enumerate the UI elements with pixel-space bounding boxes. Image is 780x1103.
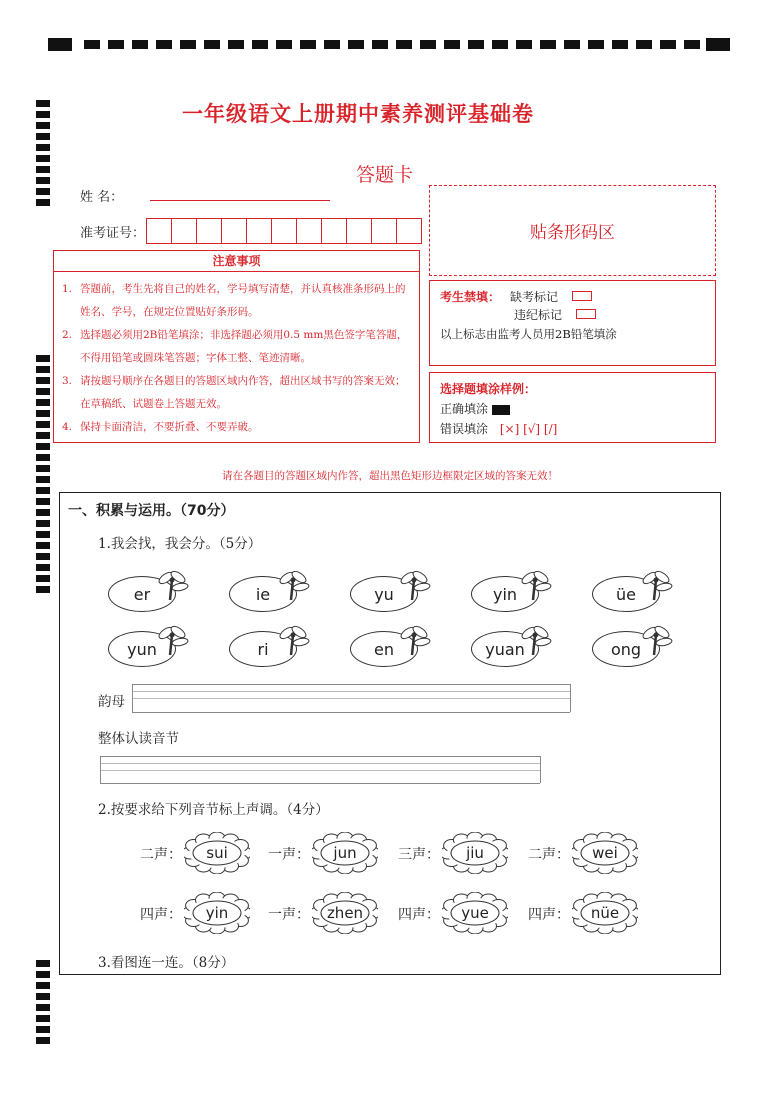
syllable-text: en [350,631,418,667]
name-input-line[interactable] [150,200,330,201]
registration-mark [36,155,50,162]
registration-mark [36,971,50,978]
syllable-bubble [471,631,539,667]
exam-id-boxes[interactable] [146,218,421,244]
exam-id-digit-box[interactable] [196,218,222,244]
registration-mark [36,144,50,151]
tone-label: 一声： [268,907,310,923]
note-item: 4. 保持卡面清洁，不要折叠、不要弄破。 [62,421,259,433]
exam-id-digit-box[interactable] [171,218,197,244]
syllable-text: ri [229,631,297,667]
syllable-flower[interactable] [312,892,378,934]
registration-mark [36,377,50,384]
registration-mark [36,960,50,967]
correct-label: 正确填涂 [440,402,489,416]
wrong-fill-examples: [×] [√] [/] [499,422,558,436]
syllable-flower[interactable] [442,892,508,934]
registration-mark [36,509,50,516]
exam-id-digit-box[interactable] [221,218,247,244]
notes-panel [53,250,420,443]
syllable-bubble [592,631,660,667]
registration-mark [36,520,50,527]
forbid-note: 以上标志由监考人员用2B铅笔填涂 [440,327,617,341]
syllable-flower[interactable] [442,832,508,874]
tone-label: 二声： [528,847,570,863]
exam-id-label: 准考证号： [80,226,146,241]
exam-id-digit-box[interactable] [271,218,297,244]
registration-mark [36,993,50,1000]
syllable-flower[interactable] [312,832,378,874]
registration-mark [36,1015,50,1022]
syllable-text: yu [350,576,418,612]
syllable-text: er [108,576,176,612]
syllable-text: wei [592,844,618,862]
absent-checkbox[interactable] [572,291,592,301]
syllable-flower[interactable] [184,832,250,874]
question-3-prompt: 3.看图连一连。（8分） [98,955,235,971]
syllable-text: jun [333,844,357,862]
violation-label: 违纪标记 [514,307,563,322]
registration-mark [36,432,50,439]
registration-mark [36,399,50,406]
proctor-marks-panel [429,280,716,366]
tone-label: 一声： [268,847,310,863]
note-item: 3. 请按题号顺序在各题目的答题区域内作答，超出区域书写的答案无效；在草稿纸、试题卷上答题无效。 [62,375,406,410]
syllable-flower[interactable] [572,892,638,934]
wrong-label: 错误填涂 [440,422,489,436]
category-final-label: 韵母 [98,694,125,710]
registration-mark [36,498,50,505]
syllable-text: yin [205,904,229,922]
tone-label: 四声： [140,907,182,923]
page-title: 一年级语文上册期中素养测评基础卷 [182,102,534,126]
syllable-text: jiu [466,844,484,862]
syllable-bubble [108,576,176,612]
exam-id-digit-box[interactable] [321,218,347,244]
syllable-bubble [229,631,297,667]
registration-mark [36,366,50,373]
tone-label: 四声： [528,907,570,923]
syllable-text: yue [461,904,489,922]
syllable-text: yin [471,576,539,612]
registration-mark [36,454,50,461]
tone-label: 二声： [140,847,182,863]
registration-mark [36,133,50,140]
question-1-prompt: 1.我会找，我会分。（5分） [98,536,262,552]
registration-mark [36,443,50,450]
violation-checkbox[interactable] [576,309,596,319]
syllable-bubble [350,631,418,667]
registration-mark [36,586,50,593]
fill-sample-panel [429,372,716,443]
syllable-text: nüe [590,904,620,922]
registration-mark [36,1037,50,1044]
answer-area-warning: 请在各题目的答题区域内作答，超出黑色矩形边框限定区域的答案无效！ [222,470,558,482]
registration-mark [36,1026,50,1033]
syllable-text: ie [229,576,297,612]
registration-mark [36,575,50,582]
tone-label: 四声： [398,907,440,923]
syllable-bubble [350,576,418,612]
exam-id-digit-box[interactable] [346,218,372,244]
exam-id-digit-box[interactable] [296,218,322,244]
tone-label: 三声： [398,847,440,863]
exam-id-digit-box[interactable] [396,218,422,244]
section-title: 一、积累与运用。（70分） [68,503,235,519]
registration-mark [36,982,50,989]
note-item: 2. 选择题必须用2B铅笔填涂；非选择题必须用0.5 mm黑色签字笔答题，不得用铅笔或圆珠笔答题；字体工整、笔迹清晰。 [62,329,408,364]
syllable-bubble [592,576,660,612]
name-label: 姓 名： [80,190,124,205]
syllable-text: sui [206,844,228,862]
registration-mark [36,531,50,538]
registration-mark [36,487,50,494]
registration-mark [36,166,50,173]
syllable-text: yuan [471,631,539,667]
registration-mark [36,542,50,549]
syllable-bubble [108,631,176,667]
registration-mark [36,188,50,195]
answer-card-subtitle: 答题卡 [356,164,414,186]
syllable-bubble [229,576,297,612]
category-whole-syllable-label: 整体认读音节 [98,731,179,747]
syllable-text: zhen [326,904,364,922]
sample-title: 选择题填涂样例： [440,382,537,396]
registration-mark [36,410,50,417]
exam-id-digit-box[interactable] [246,218,272,244]
syllable-text: yun [108,631,176,667]
exam-id-digit-box[interactable] [371,218,397,244]
syllable-text: ong [592,631,660,667]
registration-mark [36,564,50,571]
registration-mark [36,553,50,560]
syllable-flower[interactable] [184,892,250,934]
registration-mark [36,177,50,184]
syllable-text: üe [592,576,660,612]
forbid-label: 考生禁填： [440,289,501,304]
syllable-flower[interactable] [572,832,638,874]
registration-mark [36,1004,50,1011]
correct-fill-example [492,405,510,415]
question-2-prompt: 2.按要求给下列音节标上声调。（4分） [98,802,329,818]
registration-mark [36,421,50,428]
registration-mark [36,199,50,206]
barcode-area: 贴条形码区 [429,185,716,276]
absent-label: 缺考标记 [510,289,559,304]
syllable-bubble [471,576,539,612]
exam-id-digit-box[interactable] [146,218,172,244]
registration-mark [36,388,50,395]
notes-heading: 注意事项 [54,251,419,272]
note-item: 1. 答题前，考生先将自己的姓名，学号填写清楚，并认真核准条形码上的姓名、学号，在规定位置贴好条形码。 [62,283,406,318]
registration-mark [36,355,50,362]
